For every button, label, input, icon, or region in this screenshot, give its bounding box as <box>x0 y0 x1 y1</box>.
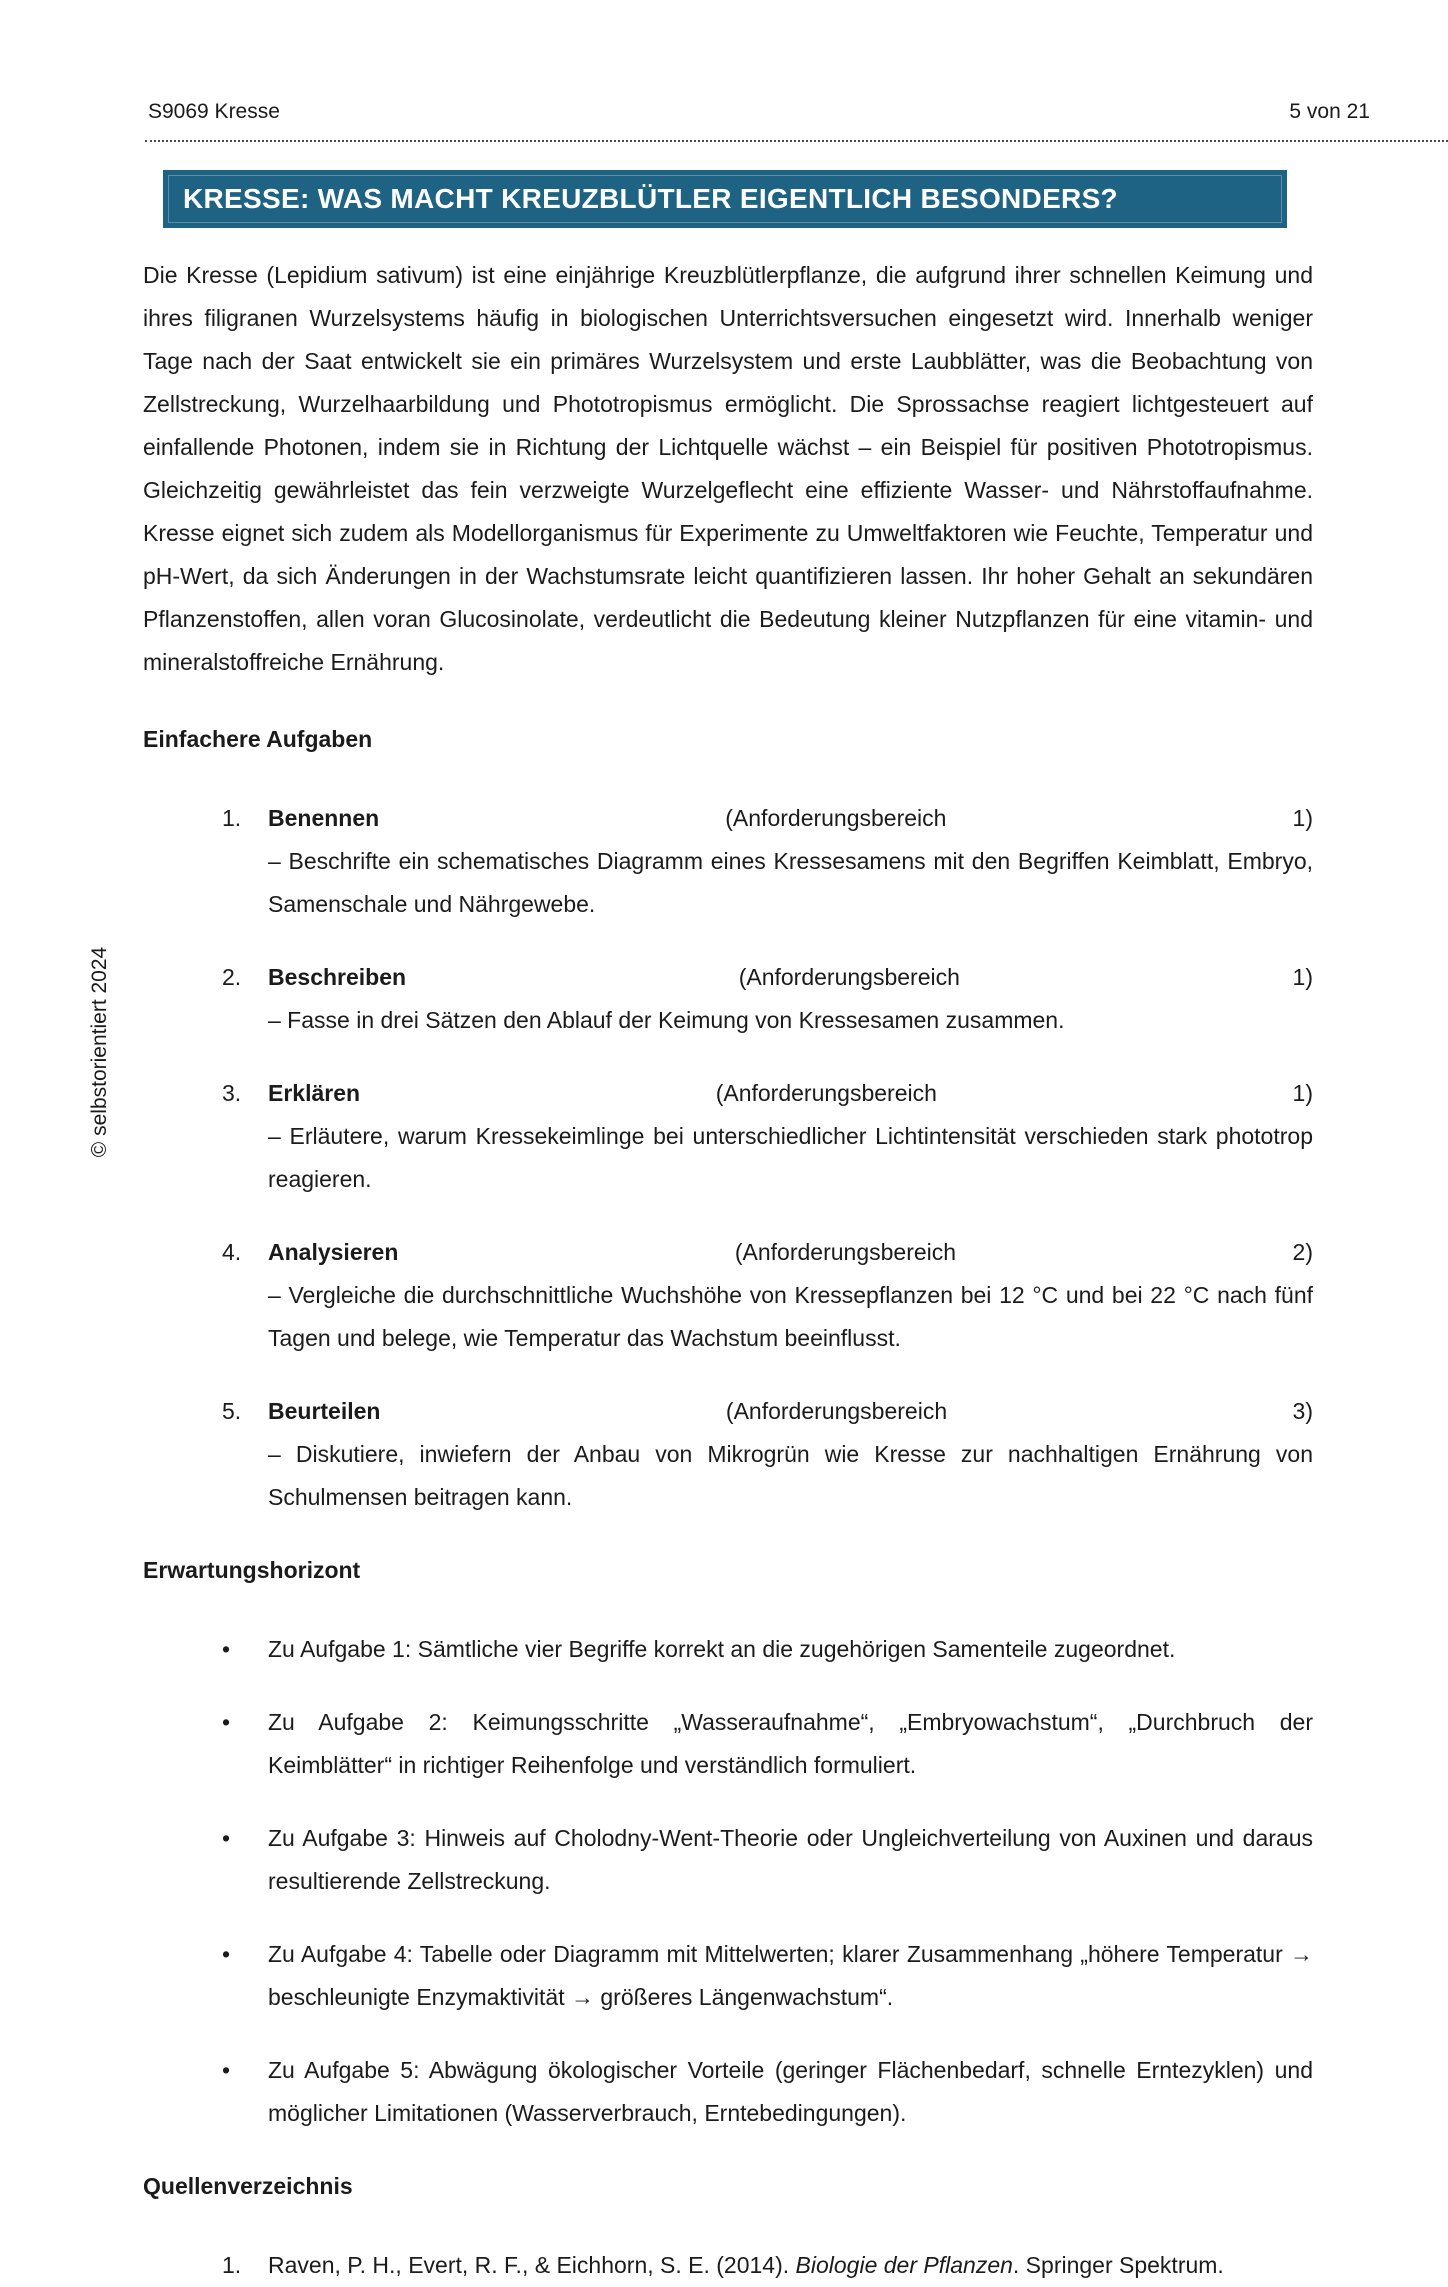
task-label: Beurteilen <box>268 1398 381 1424</box>
expectation-text: Zu Aufgabe 2: Keimungsschritte „Wasseraufnahme“, „Embryowachstum“, „Durchbruch der Keimblätter“ in richtiger Reihenfolge und verständlich formuliert. <box>268 1709 1313 1778</box>
section-heading-tasks: Einfachere Aufgaben <box>143 726 373 752</box>
task-body <box>268 797 1313 926</box>
task-text: – Erläutere, warum Kressekeimlinge bei unterschiedlicher Lichtintensität verschieden stark phototrop reagieren. <box>268 1123 1313 1192</box>
task-item <box>143 1390 1313 1519</box>
bullet-icon: • <box>222 1941 231 1967</box>
task-text: – Vergleiche die durchschnittliche Wuchshöhe von Kressepflanzen bei 12 °C und bei 22 °C nach fünf Tagen und belege, wie Temperatur das Wachstum beeinflusst. <box>268 1282 1313 1351</box>
task-body <box>268 1072 1313 1201</box>
source-item <box>143 2244 1313 2287</box>
task-level: 1) <box>1292 805 1313 831</box>
bullet-icon: • <box>222 1709 231 1735</box>
task-anforderung: (Anforderungsbereich <box>734 1239 957 1265</box>
expectation-item <box>143 1701 1313 1787</box>
task-number: 5. <box>222 1398 242 1424</box>
copyright-vertical: © selbstorientiert 2024 <box>88 946 111 1158</box>
source-text <box>268 2244 1313 2287</box>
document-body <box>143 254 1313 2287</box>
task-text: – Fasse in drei Sätzen den Ablauf der Keimung von Kressesamen zusammen. <box>268 1007 1065 1033</box>
header-divider <box>145 140 1448 142</box>
task-label: Analysieren <box>268 1239 399 1265</box>
task-body <box>268 1390 1313 1519</box>
expectation-text: Zu Aufgabe 5: Abwägung ökologischer Vorteile (geringer Flächenbedarf, schnelle Erntezyklen) und möglicher Limitationen (Wasserverbrauch, Erntebedingungen). <box>268 2057 1313 2126</box>
expectation-item <box>143 1628 1313 1671</box>
task-number: 3. <box>222 1080 242 1106</box>
task-head <box>268 1231 1313 1274</box>
task-level: 3) <box>1292 1398 1313 1424</box>
bullet-icon: • <box>222 1636 231 1662</box>
task-label: Erklären <box>268 1080 361 1106</box>
task-number: 1. <box>222 805 242 831</box>
task-head <box>268 797 1313 840</box>
source-citation-pre: Raven, P. H., Evert, R. F., & Eichhorn, S. E. (2014). <box>268 2252 796 2278</box>
page-title: KRESSE: WAS MACHT KREUZBLÜTLER EIGENTLICH BESONDERS? <box>183 183 1118 214</box>
section-heading-expectations: Erwartungshorizont <box>143 1557 361 1583</box>
expectation-text: Zu Aufgabe 3: Hinweis auf Cholodny-Went-Theorie oder Ungleichverteilung von Auxinen und daraus resultierende Zellstreckung. <box>268 1825 1313 1894</box>
task-text: – Diskutiere, inwiefern der Anbau von Mikrogrün wie Kresse zur nachhaltigen Ernährung von Schulmensen beitragen kann. <box>268 1441 1313 1510</box>
intro-paragraph: Die Kresse (Lepidium sativum) ist eine einjährige Kreuzblütlerpflanze, die aufgrund ihrer schnellen Keimung und ihres filigranen Wurzelsystems häufig in biologischen Unterrichtsversuchen eingesetzt wird. Innerhalb weniger Tage nach der Saat entwickelt sie ein primäres Wurzelsystem und erste Laubblätter, was die Beobachtung von Zellstreckung, Wurzelhaarbildung und Phototropismus ermöglicht. Die Sprossachse reagiert lichtgesteuert auf einfallende Photonen, indem sie in Richtung der Lichtquelle wächst – ein Beispiel für positiven Phototropismus. Gleichzeitig gewährleistet das fein verzweigte Wurzelgeflecht eine effiziente Wasser- und Nährstoffaufnahme. Kresse eignet sich zudem als Modellorganismus für Experimente zu Umweltfaktoren wie Feuchte, Temperatur und pH-Wert, da sich Änderungen in der Wachstumsrate leicht quantifizieren lassen. Ihr hoher Gehalt an sekundären Pflanzenstoffen, allen voran Glucosinolate, verdeutlicht die Bedeutung kleiner Nutzpflanzen für eine vitamin- und mineralstoffreiche Ernährung. <box>143 262 1313 675</box>
expectation-text: Zu Aufgabe 4: Tabelle oder Diagramm mit Mittelwerten; klarer Zusammenhang „höhere Temperatur → beschleunigte Enzymaktivität → größeres Längenwachstum“. <box>268 1941 1313 2010</box>
task-label: Benennen <box>268 805 380 831</box>
source-citation-post: . Springer Spektrum. <box>1012 2252 1224 2278</box>
task-item <box>143 797 1313 926</box>
task-anforderung: (Anforderungsbereich <box>715 1080 937 1106</box>
header-page-number: 5 von 21 <box>1289 100 1370 123</box>
expectation-item <box>143 2049 1313 2135</box>
task-anforderung: (Anforderungsbereich <box>725 1398 948 1424</box>
task-label: Beschreiben <box>268 964 407 990</box>
task-anforderung: (Anforderungsbereich <box>738 964 960 990</box>
task-number: 2. <box>222 964 242 990</box>
header-doc-code: S9069 Kresse <box>148 100 280 123</box>
bullet-icon: • <box>222 2057 231 2083</box>
title-bar <box>163 170 1287 228</box>
expectation-text: Zu Aufgabe 1: Sämtliche vier Begriffe korrekt an die zugehörigen Samenteile zugeordnet. <box>268 1636 1176 1662</box>
expectation-item <box>143 1933 1313 2019</box>
source-book-title: Biologie der Pflanzen <box>795 2252 1013 2278</box>
task-body <box>268 1231 1313 1360</box>
source-number: 1. <box>222 2252 242 2278</box>
task-level: 1) <box>1292 1080 1313 1106</box>
task-item <box>143 1072 1313 1201</box>
task-item <box>143 1231 1313 1360</box>
task-level: 1) <box>1292 964 1313 990</box>
task-body <box>268 956 1313 1042</box>
task-head <box>268 956 1313 999</box>
task-text: – Beschrifte ein schematisches Diagramm eines Kressesamens mit den Begriffen Keimblatt, Embryo, Samenschale und Nährgewebe. <box>268 848 1313 917</box>
task-level: 2) <box>1292 1239 1313 1265</box>
expectation-item <box>143 1817 1313 1903</box>
bullet-icon: • <box>222 1825 231 1851</box>
task-item <box>143 956 1313 1042</box>
task-anforderung: (Anforderungsbereich <box>725 805 947 831</box>
task-head <box>268 1390 1313 1433</box>
section-heading-sources: Quellenverzeichnis <box>143 2173 353 2199</box>
document-header <box>148 100 1370 124</box>
task-number: 4. <box>222 1239 242 1265</box>
task-head <box>268 1072 1313 1115</box>
